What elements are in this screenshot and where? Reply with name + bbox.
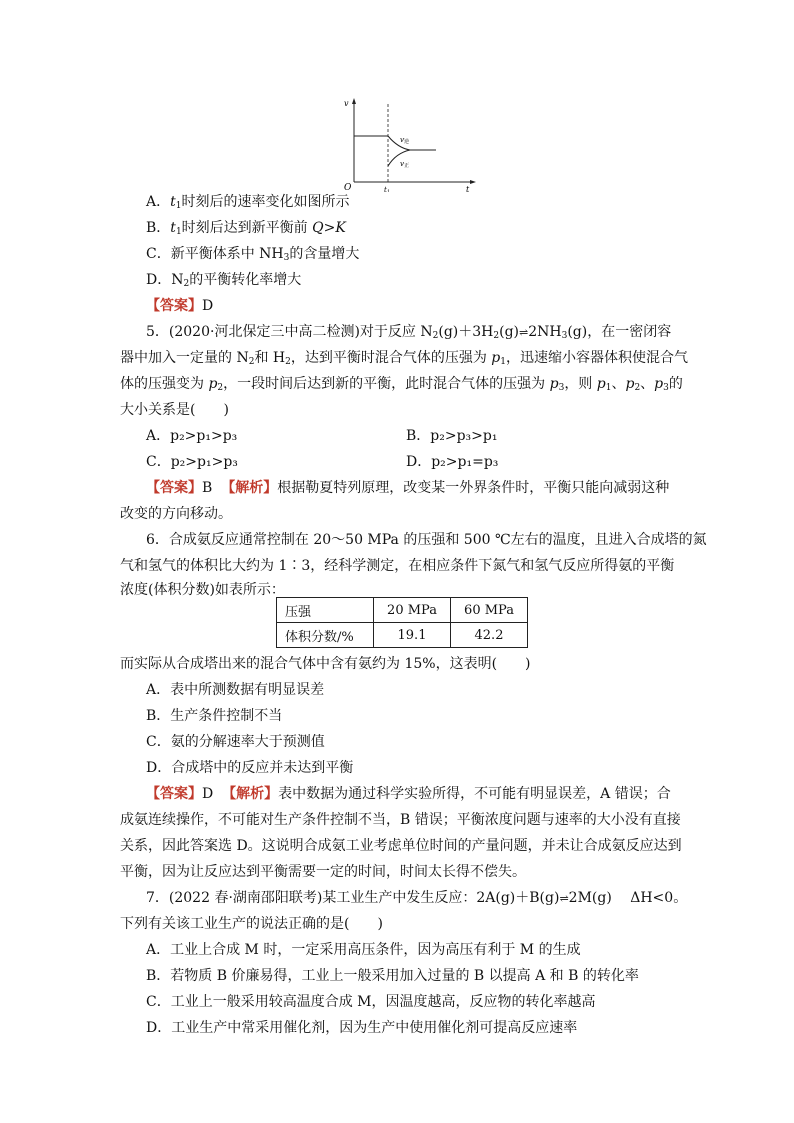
q6-option-d: D．合成塔中的反应并未达到平衡 bbox=[146, 760, 354, 776]
q6-stem-line2: 气和氢气的体积比大约为 1∶3，经科学测定，在相应条件下氮气和氢气反应所得氨的平衡 bbox=[120, 558, 675, 574]
q5-stem-line2: 器中加入一定量的 $N_2$和 $H_2$，达到平衡时混合气体的压强为 $p_1$，迅速缩小容器体积使混合气 bbox=[120, 350, 688, 367]
table-cell: 20 MPa bbox=[374, 598, 451, 623]
q5-option-d: D．p₂>p₁=p₃ bbox=[406, 454, 499, 470]
q5-analysis-line2: 改变的方向移动。 bbox=[120, 506, 232, 522]
q7-option-d: D．工业生产中常采用催化剂，因为生产中使用催化剂可提高反应速率 bbox=[146, 1020, 578, 1036]
table-cell: 60 MPa bbox=[451, 598, 528, 623]
equilibrium-arrow-icon: ⇌ bbox=[559, 892, 569, 905]
q7-option-a: A．工业上合成 M 时，一定采用高压条件，因为高压有利于 M 的生成 bbox=[146, 942, 581, 958]
table-cell: 体积分数/% bbox=[277, 623, 374, 648]
table-cell: 压强 bbox=[277, 598, 374, 623]
upper-curve-label: v逆 bbox=[400, 136, 409, 145]
y-axis-arrow bbox=[352, 98, 356, 104]
q7-option-b: B．若物质 B 价廉易得，工业上一般采用加入过量的 B 以提高 A 和 B 的转化率 bbox=[146, 968, 639, 984]
table-row bbox=[277, 623, 528, 648]
upper-curve bbox=[388, 136, 436, 150]
q6-analysis-line3: 关系，因此答案选 D。这说明合成氨工业考虑单位时间的产量问题，并未让合成氨反应达到 bbox=[120, 838, 682, 854]
table-cell: 19.1 bbox=[374, 623, 451, 648]
q7-option-c: C．工业上一般采用较高温度合成 M，因温度越高，反应物的转化率越高 bbox=[146, 994, 596, 1010]
table-row bbox=[277, 598, 528, 623]
q5-stem-line4: 大小关系是( ) bbox=[120, 402, 229, 418]
q4-option-c: C．新平衡体系中 $NH_3$的含量增大 bbox=[146, 246, 360, 263]
q6-answer: 【答案】D 【解析】表中数据为通过科学实验所得，不可能有明显误差，A 错误；合 bbox=[146, 786, 671, 802]
t1-label: t1 bbox=[384, 186, 391, 192]
q6-option-c: C．氨的分解速率大于预测值 bbox=[146, 734, 325, 750]
q5-stem-line3: 体的压强变为 $p_2$，一段时间后达到新的平衡，此时混合气体的压强为 $p_3$，则 $p_1$、$p_2$、$p_3$的 bbox=[120, 376, 683, 393]
ammonia-concentration-table bbox=[276, 597, 528, 648]
y-axis-label: v bbox=[344, 99, 349, 108]
rate-time-figure bbox=[336, 96, 486, 192]
table-cell: 42.2 bbox=[451, 623, 528, 648]
q4-option-b: B．$t_1$时刻后达到新平衡前 Q>K bbox=[146, 220, 346, 237]
q5-option-b: B．p₂>p₃>p₁ bbox=[406, 428, 498, 444]
q6-stem-line3: 浓度(体积分数)如表所示： bbox=[120, 582, 285, 598]
x-axis-label: t bbox=[466, 185, 470, 192]
q7-stem-line1: 7．(2022 春·湖南邵阳联考)某工业生产中发生反应：2A(g)＋B(g)⇌2M(g) ΔH<0。 bbox=[146, 890, 688, 906]
q6-stem-line4: 而实际从合成塔出来的混合气体中含有氨约为 15%，这表明( ) bbox=[120, 656, 531, 672]
q6-analysis-line4: 平衡，因为让反应达到平衡需要一定的时间，时间太长得不偿失。 bbox=[120, 864, 526, 880]
q6-stem-line1: 6．合成氨反应通常控制在 20～50 MPa 的压强和 500 ℃左右的温度，且进入合成塔的氮 bbox=[146, 532, 707, 548]
q4-answer: 【答案】D bbox=[146, 298, 214, 314]
x-axis-arrow bbox=[470, 180, 476, 184]
origin-label: O bbox=[344, 183, 352, 192]
q5-option-c: C．p₂>p₁>p₃ bbox=[146, 454, 238, 470]
q4-option-d: D．$N_2$的平衡转化率增大 bbox=[146, 272, 302, 289]
q4-option-a: A．$t_1$时刻后的速率变化如图所示 bbox=[146, 194, 350, 211]
q6-option-a: A．表中所测数据有明显误差 bbox=[146, 682, 325, 698]
q5-stem-line1: 5．(2020·河北保定三中高二检测)对于反应 $N_2(g)+3H_2(g)\rightleftharpoons 2NH_3(g)$，在一密闭容 bbox=[146, 324, 672, 341]
q5-option-a: A．p₂>p₁>p₃ bbox=[146, 428, 238, 444]
q6-option-b: B．生产条件控制不当 bbox=[146, 708, 283, 724]
q7-stem-line2: 下列有关该工业生产的说法正确的是( ) bbox=[120, 916, 383, 932]
q6-analysis-line2: 成氨连续操作，不可能对生产条件控制不当，B 错误；平衡浓度问题与速率的大小没有直接 bbox=[120, 812, 681, 828]
equilibrium-arrow-icon: ⇌ bbox=[519, 326, 529, 339]
lower-curve-label: v正 bbox=[400, 160, 409, 169]
q5-answer: 【答案】B 【解析】根据勒夏特列原理，改变某一外界条件时，平衡只能向减弱这种 bbox=[146, 480, 670, 496]
